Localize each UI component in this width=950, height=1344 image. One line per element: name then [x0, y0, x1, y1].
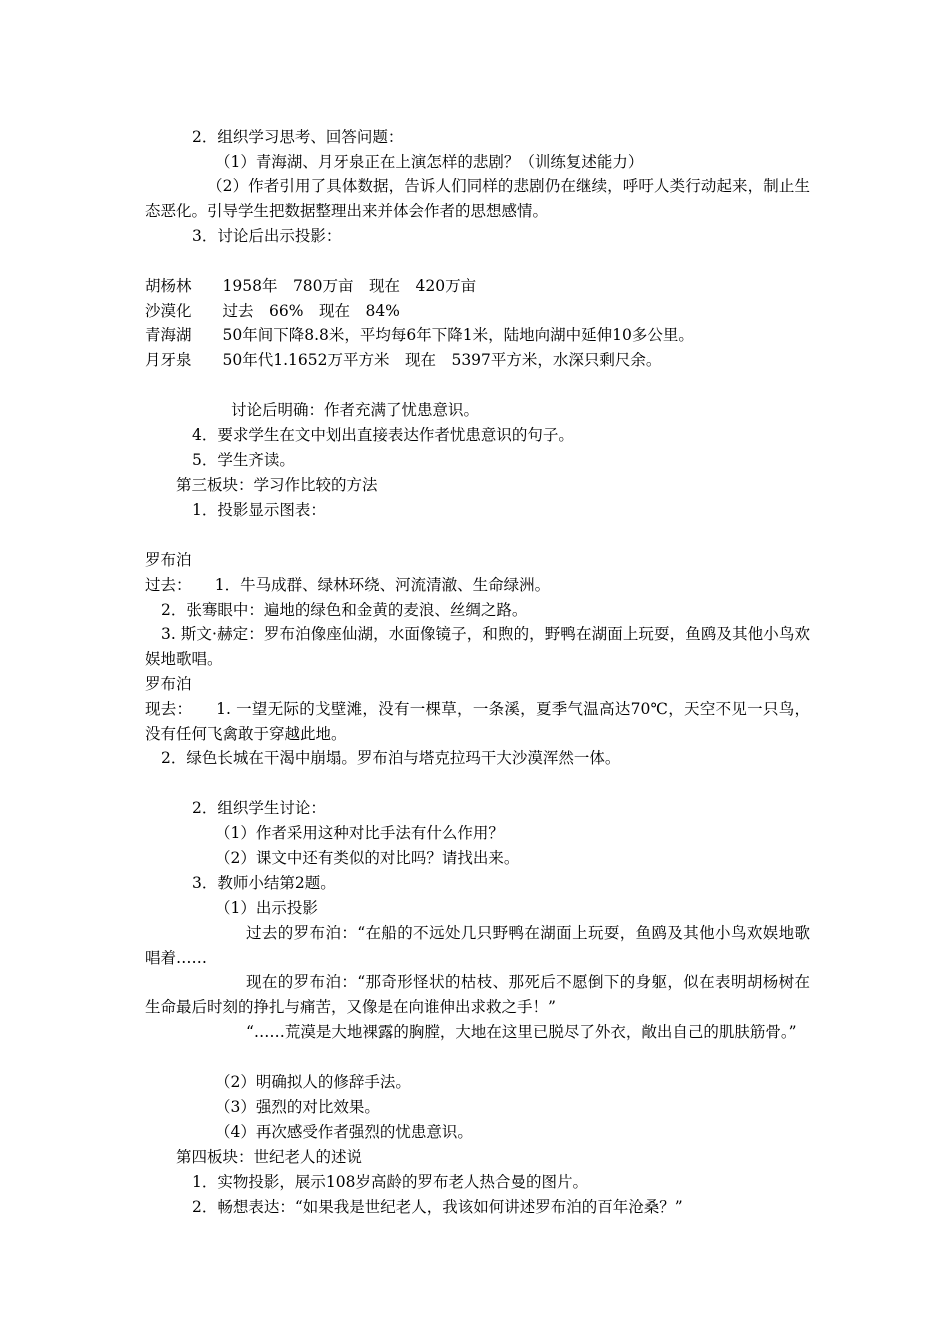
text-line: （3）强烈的对比效果。	[215, 1098, 380, 1116]
text-line: （1）作者采用这种对比手法有什么作用？	[215, 824, 504, 842]
text-line: 罗布泊	[145, 675, 192, 693]
text-paragraph: （2）作者引用了具体数据，告诉人们同样的悲剧仍在继续，呼吁人类行动起来，制止生态恶化。引导学生把数据整理出来并体会作者的思想感情。	[145, 177, 810, 220]
section-heading: 第四板块：世纪老人的述说	[176, 1148, 363, 1166]
text-line: （1）青海湖、月牙泉正在上演怎样的悲剧？（训练复述能力）	[215, 153, 644, 171]
text-line: 3．讨论后出示投影：	[192, 227, 342, 245]
data-row: 沙漠化 过去 66% 现在 84%	[145, 302, 400, 320]
quote-paragraph: “……荒漠是大地裸露的胸膛，大地在这里已脱尽了外衣，敞出自己的肌肤筋骨。”	[246, 1023, 797, 1041]
text-line: （2）明确拟人的修辞手法。	[215, 1073, 411, 1091]
data-row: 青海湖 50年间下降8.8米，平均每6年下降1米，陆地向湖中延伸10多公里。	[145, 326, 694, 344]
text-line: 讨论后明确：作者充满了忧患意识。	[231, 401, 480, 419]
text-line: 2．畅想表达：“如果我是世纪老人，我该如何讲述罗布泊的百年沧桑？”	[192, 1198, 683, 1216]
text-line: （1）出示投影	[215, 899, 318, 917]
text-line: 5．学生齐读。	[192, 451, 295, 469]
text-line: 2．绿色长城在干渴中崩塌。罗布泊与塔克拉玛干大沙漠浑然一体。	[161, 749, 621, 767]
text-line: 过去： 1．牛马成群、绿林环绕、河流清澈、生命绿洲。	[145, 576, 551, 594]
text-line: 4．要求学生在文中划出直接表达作者忧患意识的句子。	[192, 426, 574, 444]
text-line: 2．组织学生讨论：	[192, 799, 326, 817]
text-line: 2．张骞眼中：遍地的绿色和金黄的麦浪、丝绸之路。	[161, 601, 528, 619]
section-heading: 第三板块：学习作比较的方法	[176, 476, 378, 494]
text-paragraph: 现去： 1. 一望无际的戈壁滩，没有一棵草，一条溪，夏季气温高达70℃，天空不见一只鸟，没有任何飞禽敢于穿越此地。	[145, 700, 810, 743]
text-line: 1．投影显示图表：	[192, 501, 326, 519]
text-line: 罗布泊	[145, 551, 192, 569]
text-line: （4）再次感受作者强烈的忧患意识。	[215, 1123, 473, 1141]
data-row: 胡杨林 1958年 780万亩 现在 420万亩	[145, 277, 477, 295]
quote-paragraph: 过去的罗布泊：“在船的不远处几只野鸭在湖面上玩耍，鱼鸥及其他小鸟欢娱地歌唱着……	[145, 924, 810, 967]
text-line: （2）课文中还有类似的对比吗？请找出来。	[215, 849, 520, 867]
quote-paragraph: 现在的罗布泊：“那奇形怪状的枯枝、那死后不愿倒下的身躯，似在表明胡杨树在生命最后时刻的挣扎与痛苦，又像是在向谁伸出求救之手！”	[145, 973, 810, 1016]
text-paragraph: 3. 斯文·赫定：罗布泊像座仙湖，水面像镜子，和煦的，野鸭在湖面上玩耍，鱼鸥及其他小鸟欢娱地歌唱。	[145, 625, 810, 668]
text-line: 3．教师小结第2题。	[192, 874, 336, 892]
text-line: 2．组织学习思考、回答问题：	[192, 128, 404, 146]
data-row: 月牙泉 50年代1.1652万平方米 现在 5397平方米，水深只剩尺余。	[145, 351, 662, 369]
text-line: 1．实物投影，展示108岁高龄的罗布老人热合曼的图片。	[192, 1173, 588, 1191]
